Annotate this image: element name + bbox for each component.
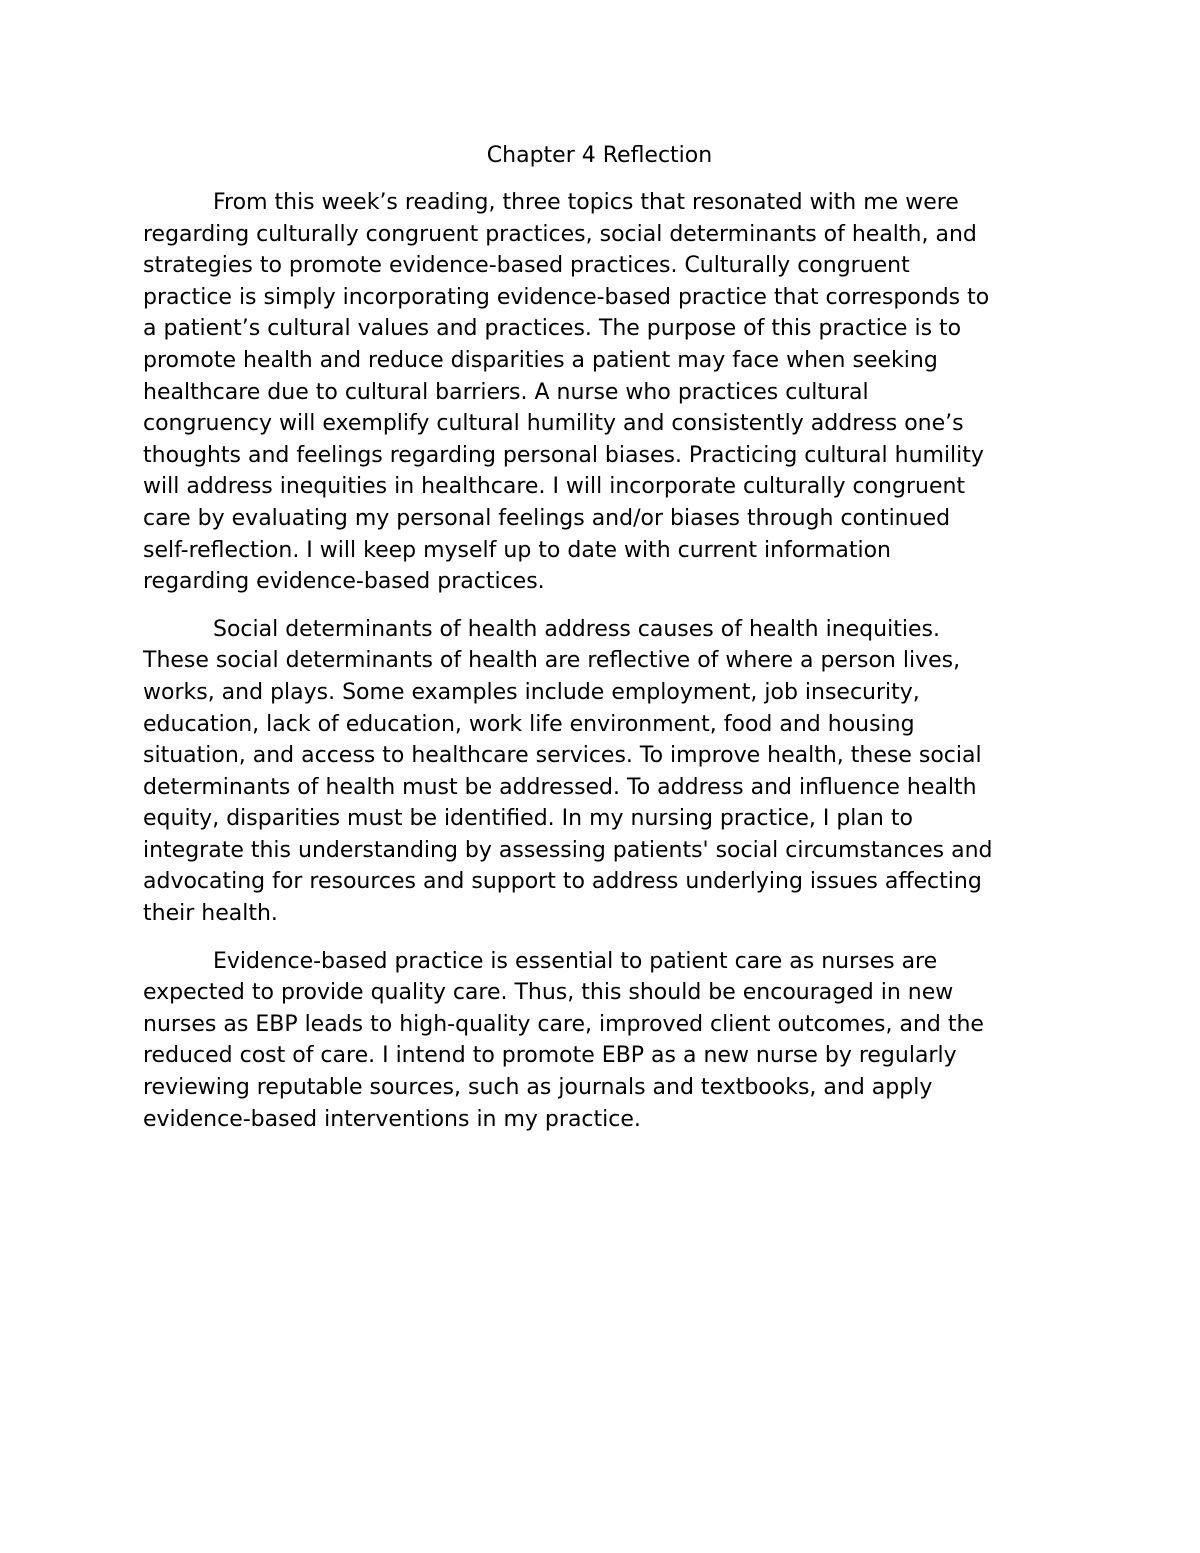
paragraph-evidence-based-practice: Evidence-based practice is essential to patient care as nurses are expected to provide quality care. Thus, this should be encouraged in new nurses as EBP leads to high-quality care, improved client outcomes, and the reduced cost of care. I intend to promote EBP as a new nurse by regularly reviewing reputable sources, such as journals and textbooks, and apply evidence-based interventions in my practice. — [143, 948, 984, 1132]
paragraph-social-determinants: Social determinants of health address causes of health inequities. These social determinants of health are reflective of where a person lives, works, and plays. Some examples include employment, job insecurity, education, lack of education, work life environment, food and housing situation, and access to healthcare services. To improve health, these social determinants of health must be addressed. To address and influence health equity, disparities must be identified. In my nursing practice, I plan to integrate this understanding by assessing patients' social circumstances and advocating for resources and support to address underlying issues affecting their health. — [143, 616, 993, 927]
document-title: Chapter 4 Reflection — [486, 143, 713, 168]
paragraph-cultural-congruence: From this week’s reading, three topics that resonated with me were regarding culturally congruent practices, social determinants of health, and strategies to promote evidence-based practices. Culturally congruent practice is simply incorporating evidence-based practice that corresponds to a patient’s cultural values and practices. The purpose of this practice is to promote health and reduce disparities a patient may face when seeking healthcare due to cultural barriers. A nurse who practices cultural congruency will exemplify cultural humility and consistently address one’s thoughts and feelings regarding personal biases. Practicing cultural humility will address inequities in healthcare. I will incorporate culturally congruent care by evaluating my personal feelings and/or biases through continued self-reflection. I will keep myself up to date with current information regarding evidence-based practices. — [143, 190, 990, 595]
